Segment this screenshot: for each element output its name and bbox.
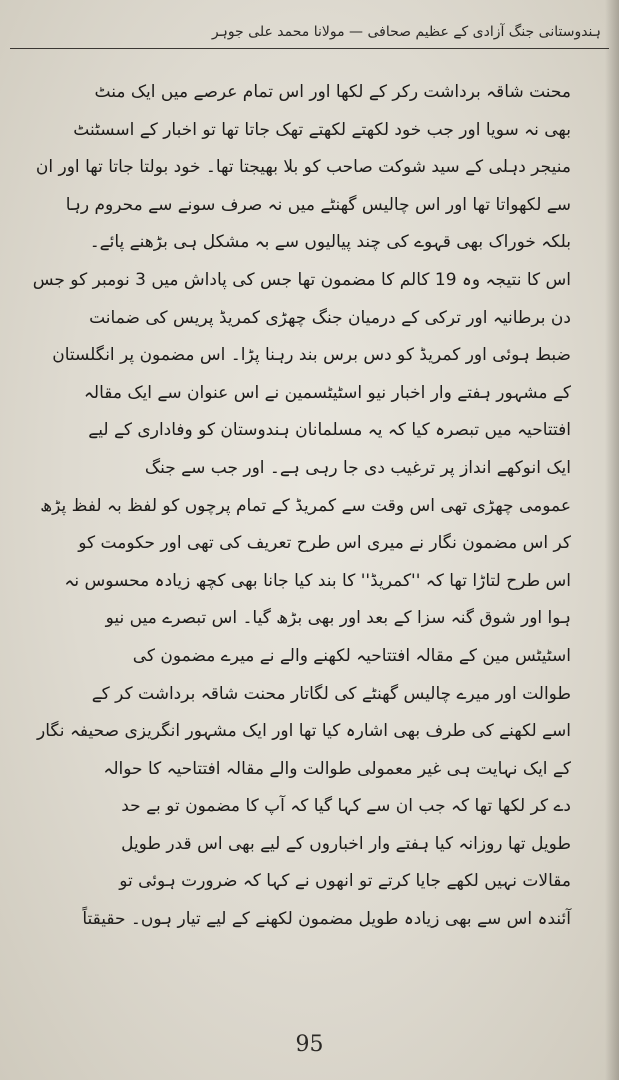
text-line: ایک انوکھے انداز پر ترغیب دی جا رہی ہے۔ اور جب سے جنگ: [144, 457, 571, 478]
text-line: عمومی چھڑی تھی اس وقت سے کمریڈ کے تمام پرچوں کو لفظ بہ لفظ پڑھ: [40, 495, 571, 516]
text-line: سے لکھواتا تھا اور اس چالیس گھنٹے میں نہ صرف سونے سے محروم رہا: [65, 194, 571, 215]
page-number: 95: [295, 1032, 324, 1057]
text-line: مقالات نہیں لکھے جایا کرتے تو انھوں نے کہا کہ ضرورت ہوئی تو: [119, 871, 571, 892]
text-line: منیجر دہلی کے سید شوکت صاحب کو بلا بھیجتا تھا۔ خود بولتا جاتا تھا اور ان: [35, 157, 571, 178]
text-line: اسٹیٹس مین کے مقالہ افتتاحیہ لکھنے والے نے میرے مضمون کی: [132, 645, 571, 666]
text-line: اس طرح لتاڑا تھا کہ ''کمریڈ'' کا بند کیا جانا بھی کچھ زیادہ محسوس نہ: [64, 570, 571, 591]
text-line: اسے لکھنے کی طرف بھی اشارہ کیا تھا اور ایک مشہور انگریزی صحیفہ نگار: [37, 721, 571, 742]
text-line: طویل تھا روزانہ کیا ہفتے وار اخباروں کے لیے بھی اس قدر طویل: [121, 833, 571, 854]
running-header: ہندوستانی جنگ آزادی کے عظیم صحافی — مولانا محمد علی جوہر: [211, 24, 601, 40]
text-line: اس کا نتیجہ وہ 19 کالم کا مضمون تھا جس کی پاداش میں 3 نومبر کو جس: [32, 269, 571, 290]
text-line: ہوا اور شوق گنہ سزا کے بعد اور بھی بڑھ گیا۔ اس تبصرے میں نیو: [105, 608, 571, 629]
text-line: افتتاحیہ میں تبصرہ کیا کہ یہ مسلمانان ہندوستان کو وفاداری کے لیے: [88, 420, 571, 441]
text-line: کے ایک نہایت ہی غیر معمولی طوالت والے مقالہ افتتاحیہ کا حوالہ: [103, 758, 571, 779]
text-line: ضبط ہوئی اور کمریڈ کو دس برس بند رہنا پڑا۔ اس مضمون پر انگلستان: [52, 345, 571, 366]
header-rule: [10, 48, 609, 49]
spine-shadow: [605, 0, 619, 1080]
text-line: محنت شاقہ برداشت رکر کے لکھا اور اس تمام عرصے میں ایک منٹ: [94, 82, 571, 102]
text-line: کے مشہور ہفتے وار اخبار نیو اسٹیٹسمین نے اس عنوان سے ایک مقالہ: [83, 382, 571, 403]
text-line: دے کر لکھا تھا کہ جب ان سے کہا گیا کہ آپ کا مضمون تو بے حد: [121, 796, 571, 817]
body-text: [32, 74, 571, 939]
text-line: بھی نہ سویا اور جب خود لکھتے لکھتے تھک جاتا تھا تو اخبار کے اسسٹنٹ: [73, 119, 571, 140]
text-line: دن برطانیہ اور ترکی کے درمیان جنگ چھڑی کمریڈ پریس کی ضمانت: [89, 307, 571, 328]
text-line: طوالت اور میرے چالیس گھنٹے کی لگاتار محنت شاقہ برداشت کر کے: [91, 683, 571, 704]
text-line: بلکہ خوراک بھی قہوے کی چند پیالیوں سے بہ مشکل ہی بڑھنے پائے۔: [89, 232, 571, 253]
text-line: کر اس مضمون نگار نے میری اس طرح تعریف کی تھی اور حکومت کو: [78, 533, 571, 554]
text-line: آئندہ اس سے بھی زیادہ طویل مضمون لکھنے کے لیے تیار ہوں۔ حقیقتاً: [82, 909, 571, 930]
